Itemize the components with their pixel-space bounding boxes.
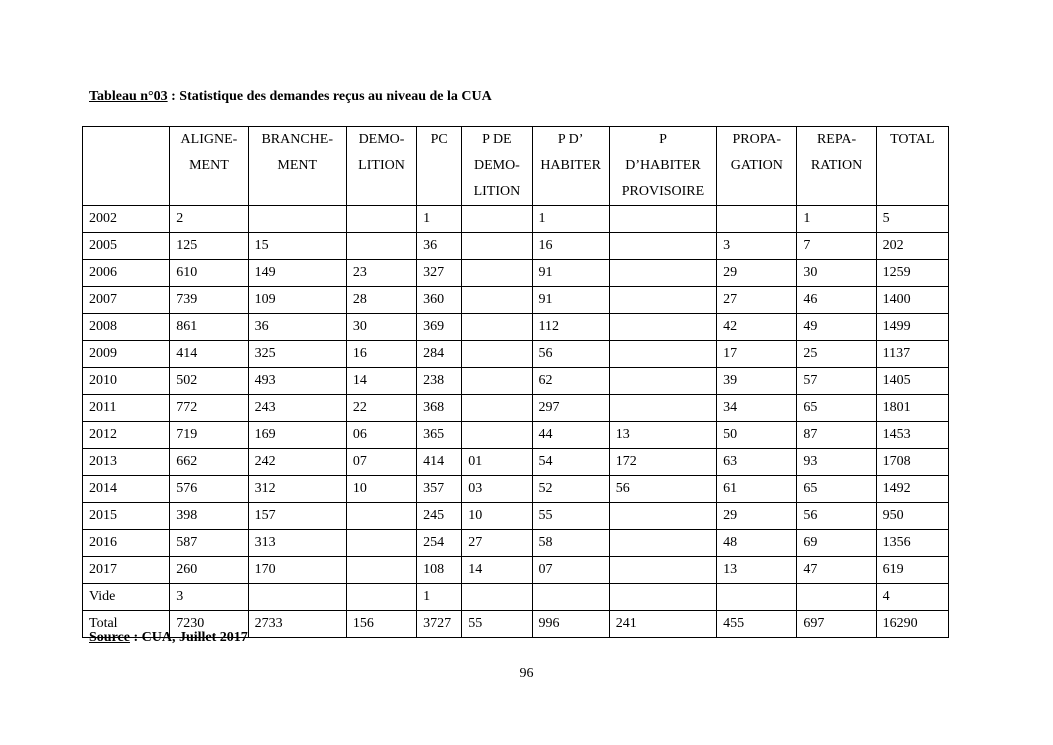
table-row bbox=[83, 260, 949, 287]
column-header: TOTAL bbox=[876, 127, 948, 206]
table-cell: 260 bbox=[170, 557, 248, 584]
table-cell: 65 bbox=[797, 395, 876, 422]
table-cell: 07 bbox=[346, 449, 416, 476]
table-cell: 619 bbox=[876, 557, 948, 584]
table-cell: 238 bbox=[417, 368, 462, 395]
table-cell: 284 bbox=[417, 341, 462, 368]
table-cell: 1137 bbox=[876, 341, 948, 368]
column-header: P D’ HABITER bbox=[532, 127, 609, 206]
column-header: REPA- RATION bbox=[797, 127, 876, 206]
table-cell: 3 bbox=[170, 584, 248, 611]
source-note bbox=[89, 630, 248, 646]
column-header: ALIGNE- MENT bbox=[170, 127, 248, 206]
table-cell: 149 bbox=[248, 260, 346, 287]
table-cell: 62 bbox=[532, 368, 609, 395]
table-cell: 50 bbox=[717, 422, 797, 449]
table-row bbox=[83, 557, 949, 584]
table-cell bbox=[609, 341, 716, 368]
table-cell bbox=[346, 557, 416, 584]
table-cell: 30 bbox=[346, 314, 416, 341]
table-cell: 03 bbox=[462, 476, 532, 503]
table-cell: 47 bbox=[797, 557, 876, 584]
table-cell: 662 bbox=[170, 449, 248, 476]
table-cell: 241 bbox=[609, 611, 716, 638]
table-cell: 327 bbox=[417, 260, 462, 287]
table-cell: 29 bbox=[717, 503, 797, 530]
table-cell: 172 bbox=[609, 449, 716, 476]
table-cell: 57 bbox=[797, 368, 876, 395]
row-label-cell: Total bbox=[83, 611, 170, 638]
table-cell: 30 bbox=[797, 260, 876, 287]
table-cell: 36 bbox=[248, 314, 346, 341]
table-row bbox=[83, 314, 949, 341]
table-cell: 69 bbox=[797, 530, 876, 557]
table-cell: 39 bbox=[717, 368, 797, 395]
table-cell: 1499 bbox=[876, 314, 948, 341]
table-cell: 1400 bbox=[876, 287, 948, 314]
table-cell: 10 bbox=[462, 503, 532, 530]
source-text: : CUA, Juillet 2017 bbox=[129, 630, 248, 645]
table-cell: 357 bbox=[417, 476, 462, 503]
table-cell: 243 bbox=[248, 395, 346, 422]
table-cell: 112 bbox=[532, 314, 609, 341]
table-cell: 414 bbox=[170, 341, 248, 368]
table-cell bbox=[462, 260, 532, 287]
table-cell: 56 bbox=[609, 476, 716, 503]
column-header: PROPA- GATION bbox=[717, 127, 797, 206]
table-cell: 56 bbox=[532, 341, 609, 368]
table-cell: 55 bbox=[462, 611, 532, 638]
column-header bbox=[83, 127, 170, 206]
table-cell bbox=[462, 422, 532, 449]
table-cell bbox=[346, 503, 416, 530]
table-cell bbox=[717, 584, 797, 611]
table-cell: 91 bbox=[532, 260, 609, 287]
table-cell: 108 bbox=[417, 557, 462, 584]
table-body bbox=[83, 206, 949, 638]
table-cell: 7 bbox=[797, 233, 876, 260]
table-cell: 1356 bbox=[876, 530, 948, 557]
table-cell: 06 bbox=[346, 422, 416, 449]
table-cell bbox=[717, 206, 797, 233]
table-cell: 14 bbox=[346, 368, 416, 395]
table-cell: 1492 bbox=[876, 476, 948, 503]
table-cell: 1 bbox=[797, 206, 876, 233]
table-cell: 312 bbox=[248, 476, 346, 503]
table-cell: 202 bbox=[876, 233, 948, 260]
table-cell: 156 bbox=[346, 611, 416, 638]
table-caption-label: Tableau n°03 bbox=[89, 89, 168, 104]
table-cell: 27 bbox=[462, 530, 532, 557]
table-cell: 15 bbox=[248, 233, 346, 260]
table-cell: 46 bbox=[797, 287, 876, 314]
table-cell bbox=[248, 206, 346, 233]
table-cell bbox=[346, 530, 416, 557]
table-cell: 63 bbox=[717, 449, 797, 476]
table-cell: 13 bbox=[717, 557, 797, 584]
column-header: BRANCHE- MENT bbox=[248, 127, 346, 206]
page-number: 96 bbox=[519, 666, 534, 681]
table-cell: 610 bbox=[170, 260, 248, 287]
column-header: DEMO- LITION bbox=[346, 127, 416, 206]
table-cell bbox=[346, 206, 416, 233]
row-label-cell: 2007 bbox=[83, 287, 170, 314]
table-cell: 48 bbox=[717, 530, 797, 557]
table-cell: 996 bbox=[532, 611, 609, 638]
table-cell: 1259 bbox=[876, 260, 948, 287]
table-cell: 242 bbox=[248, 449, 346, 476]
table-cell bbox=[797, 584, 876, 611]
table-cell: 1405 bbox=[876, 368, 948, 395]
table-cell: 16 bbox=[532, 233, 609, 260]
table-cell: 125 bbox=[170, 233, 248, 260]
table-cell bbox=[609, 503, 716, 530]
row-label-cell: 2005 bbox=[83, 233, 170, 260]
table-cell: 17 bbox=[717, 341, 797, 368]
table-cell: 16290 bbox=[876, 611, 948, 638]
table-cell: 365 bbox=[417, 422, 462, 449]
row-label-cell: 2016 bbox=[83, 530, 170, 557]
table-cell: 587 bbox=[170, 530, 248, 557]
table-cell bbox=[532, 584, 609, 611]
table-cell: 157 bbox=[248, 503, 346, 530]
table-cell bbox=[609, 368, 716, 395]
table-cell: 7230 bbox=[170, 611, 248, 638]
column-header: P DE DEMO- LITION bbox=[462, 127, 532, 206]
table-row bbox=[83, 422, 949, 449]
table-cell bbox=[462, 206, 532, 233]
table-cell: 109 bbox=[248, 287, 346, 314]
table-cell: 23 bbox=[346, 260, 416, 287]
statistics-table bbox=[82, 126, 949, 638]
table-cell: 55 bbox=[532, 503, 609, 530]
table-cell: 398 bbox=[170, 503, 248, 530]
table-cell bbox=[609, 287, 716, 314]
table-cell: 950 bbox=[876, 503, 948, 530]
table-cell bbox=[462, 341, 532, 368]
row-label-cell: 2015 bbox=[83, 503, 170, 530]
row-label-cell: Vide bbox=[83, 584, 170, 611]
table-cell: 22 bbox=[346, 395, 416, 422]
table-cell: 3 bbox=[717, 233, 797, 260]
table-cell bbox=[609, 584, 716, 611]
table-cell bbox=[248, 584, 346, 611]
table-row bbox=[83, 503, 949, 530]
table-cell: 13 bbox=[609, 422, 716, 449]
table-cell: 2733 bbox=[248, 611, 346, 638]
column-header: PC bbox=[417, 127, 462, 206]
table-cell: 360 bbox=[417, 287, 462, 314]
table-cell bbox=[609, 530, 716, 557]
table-cell: 93 bbox=[797, 449, 876, 476]
table-cell: 1 bbox=[417, 206, 462, 233]
row-label-cell: 2013 bbox=[83, 449, 170, 476]
source-label: Source bbox=[89, 630, 130, 645]
table-cell bbox=[609, 557, 716, 584]
table-row bbox=[83, 368, 949, 395]
table-cell: 36 bbox=[417, 233, 462, 260]
table-cell: 10 bbox=[346, 476, 416, 503]
row-label-cell: 2009 bbox=[83, 341, 170, 368]
table-cell: 502 bbox=[170, 368, 248, 395]
table-row bbox=[83, 395, 949, 422]
table-cell: 368 bbox=[417, 395, 462, 422]
table-cell: 493 bbox=[248, 368, 346, 395]
table-cell: 01 bbox=[462, 449, 532, 476]
table-cell bbox=[609, 233, 716, 260]
table-cell: 576 bbox=[170, 476, 248, 503]
table-cell: 369 bbox=[417, 314, 462, 341]
table-cell: 61 bbox=[717, 476, 797, 503]
table-cell: 07 bbox=[532, 557, 609, 584]
table-row bbox=[83, 449, 949, 476]
table-cell: 52 bbox=[532, 476, 609, 503]
row-label-cell: 2006 bbox=[83, 260, 170, 287]
table-cell: 34 bbox=[717, 395, 797, 422]
table-cell bbox=[462, 233, 532, 260]
table-cell bbox=[609, 206, 716, 233]
table-row bbox=[83, 341, 949, 368]
table-cell: 28 bbox=[346, 287, 416, 314]
table-cell: 44 bbox=[532, 422, 609, 449]
table-row bbox=[83, 287, 949, 314]
table-cell: 313 bbox=[248, 530, 346, 557]
row-label-cell: 2002 bbox=[83, 206, 170, 233]
table-cell: 414 bbox=[417, 449, 462, 476]
table-cell: 254 bbox=[417, 530, 462, 557]
table-cell bbox=[609, 314, 716, 341]
table-cell: 49 bbox=[797, 314, 876, 341]
table-cell: 1 bbox=[417, 584, 462, 611]
table-cell: 1 bbox=[532, 206, 609, 233]
table-cell: 87 bbox=[797, 422, 876, 449]
row-label-cell: 2014 bbox=[83, 476, 170, 503]
table-cell: 16 bbox=[346, 341, 416, 368]
table-row bbox=[83, 206, 949, 233]
table-cell: 14 bbox=[462, 557, 532, 584]
table-row bbox=[83, 476, 949, 503]
table-caption-text: : Statistique des demandes reçus au niveau de la CUA bbox=[167, 89, 492, 104]
table-cell: 1801 bbox=[876, 395, 948, 422]
table-cell: 56 bbox=[797, 503, 876, 530]
table-cell: 42 bbox=[717, 314, 797, 341]
table-cell bbox=[346, 584, 416, 611]
table-cell bbox=[462, 368, 532, 395]
table-cell bbox=[609, 260, 716, 287]
table-cell: 2 bbox=[170, 206, 248, 233]
table-cell: 91 bbox=[532, 287, 609, 314]
table-cell: 245 bbox=[417, 503, 462, 530]
table-cell: 25 bbox=[797, 341, 876, 368]
table-cell: 1708 bbox=[876, 449, 948, 476]
table-header bbox=[83, 127, 949, 206]
row-label-cell: 2011 bbox=[83, 395, 170, 422]
table-row bbox=[83, 530, 949, 557]
table-cell: 170 bbox=[248, 557, 346, 584]
table-cell: 297 bbox=[532, 395, 609, 422]
table-cell: 29 bbox=[717, 260, 797, 287]
header-row bbox=[83, 127, 949, 206]
table-cell bbox=[609, 395, 716, 422]
table-cell bbox=[462, 584, 532, 611]
table-caption bbox=[89, 89, 492, 105]
table-cell: 1453 bbox=[876, 422, 948, 449]
table-cell bbox=[462, 287, 532, 314]
table-cell: 58 bbox=[532, 530, 609, 557]
table-cell: 455 bbox=[717, 611, 797, 638]
table-cell bbox=[462, 395, 532, 422]
table-cell: 54 bbox=[532, 449, 609, 476]
table-row bbox=[83, 233, 949, 260]
table-cell: 65 bbox=[797, 476, 876, 503]
table-cell bbox=[346, 233, 416, 260]
table-cell: 697 bbox=[797, 611, 876, 638]
table-cell: 772 bbox=[170, 395, 248, 422]
row-label-cell: 2008 bbox=[83, 314, 170, 341]
table-cell: 5 bbox=[876, 206, 948, 233]
table-cell: 739 bbox=[170, 287, 248, 314]
row-label-cell: 2017 bbox=[83, 557, 170, 584]
row-label-cell: 2012 bbox=[83, 422, 170, 449]
table-cell: 719 bbox=[170, 422, 248, 449]
table-cell bbox=[462, 314, 532, 341]
table-cell: 27 bbox=[717, 287, 797, 314]
table-cell: 169 bbox=[248, 422, 346, 449]
table-cell: 3727 bbox=[417, 611, 462, 638]
row-label-cell: 2010 bbox=[83, 368, 170, 395]
table-cell: 325 bbox=[248, 341, 346, 368]
table-row bbox=[83, 584, 949, 611]
table-cell: 4 bbox=[876, 584, 948, 611]
column-header: P D’HABITER PROVISOIRE bbox=[609, 127, 716, 206]
table-cell: 861 bbox=[170, 314, 248, 341]
